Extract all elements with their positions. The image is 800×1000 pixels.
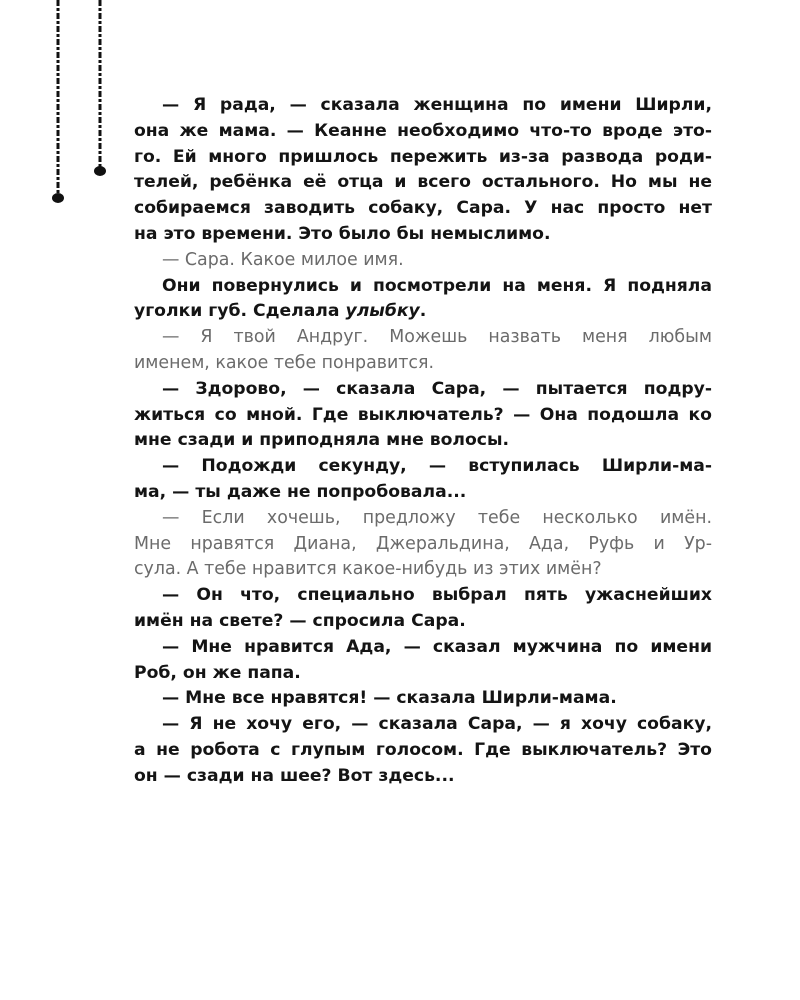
- text-line: — Мне все нравятся! — сказала Ширли-мама.: [162, 688, 617, 709]
- emphasis-word: улыбку: [345, 301, 420, 322]
- text-line: — Сара. Какое милое имя.: [162, 249, 404, 270]
- text-line: — Подожди секунду, — вступилась Ширли-ма-: [162, 456, 712, 477]
- text-line: [134, 298, 712, 324]
- text-line: — Я не хочу его, — сказала Сара, — я хочу собаку,: [162, 714, 712, 735]
- text-line: житься со мной. Где выключатель? — Она подошла ко: [134, 404, 712, 425]
- text-line: мне сзади и приподняла мне волосы.: [134, 430, 510, 451]
- text-line: — Я твой Андруг. Можешь назвать меня любым: [162, 327, 712, 348]
- text-line: го. Ей много пришлось пережить из-за развода роди-: [134, 146, 712, 167]
- text-line: на это времени. Это было бы немыслимо.: [134, 224, 551, 244]
- text-line: ма, — ты даже не попробовала...: [134, 482, 467, 502]
- text-line: — Он что, специально выбрал пять ужаснейших: [162, 585, 712, 606]
- text-line: Они повернулись и посмотрели на меня. Я подняла: [162, 275, 712, 296]
- text-line: телей, ребёнка её отца и всего остального. Но мы не: [134, 172, 712, 193]
- text-line: — Если хочешь, предложу тебе несколько имён.: [162, 507, 712, 528]
- text-line: именем, какое тебе понравится.: [134, 353, 434, 373]
- text-line: она же мама. — Кеанне необходимо что-то вроде это-: [134, 120, 712, 141]
- text-line: собираемся заводить собаку, Сара. У нас просто нет: [134, 198, 712, 219]
- text-line: Роб, он же папа.: [134, 662, 301, 683]
- text-line: — Здорово, — сказала Сара, — пытается подру-: [162, 378, 712, 399]
- text-line: а не робота с глупым голосом. Где выключатель? Это: [134, 740, 712, 760]
- text-span: .: [419, 301, 427, 322]
- text-line: — Мне нравится Ада, — сказал мужчина по имени: [162, 636, 712, 657]
- text-line: — Я рада, — сказала женщина по имени Ширли,: [162, 95, 712, 115]
- text-line: имён на свете? — спросила Сара.: [134, 611, 466, 631]
- text-line: сула. А тебе нравится какое-нибудь из этих имён?: [134, 559, 602, 580]
- text-line: Мне нравятся Диана, Джеральдина, Ада, Руфь и Ур-: [134, 533, 712, 554]
- text-span: уголки губ. Сделала: [134, 301, 346, 322]
- text-line: он — сзади на шее? Вот здесь...: [134, 765, 455, 786]
